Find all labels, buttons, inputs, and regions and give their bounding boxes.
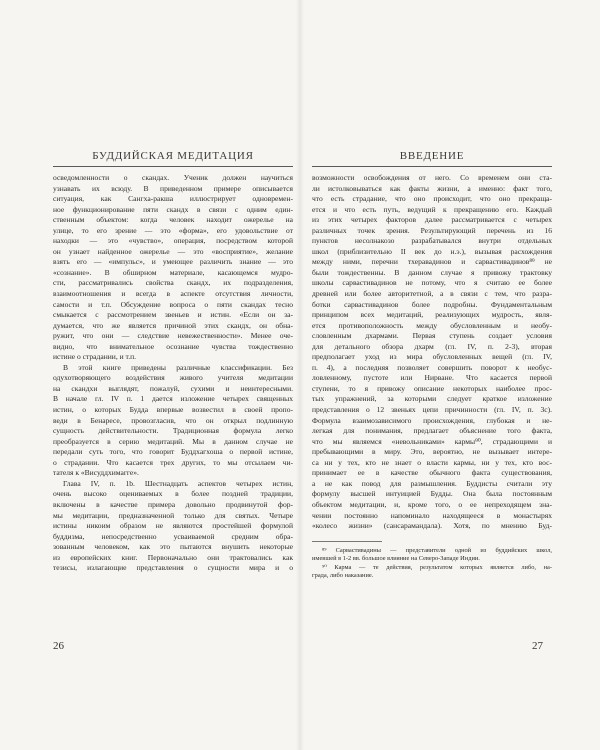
- text-line: ли истолковываться как факты жизни, а именно: факт того,: [312, 183, 552, 193]
- text-line: а не как повод для размышления. Буддисты считали эту: [312, 478, 552, 488]
- text-line: принципом всех медитаций, реализующих мудрость, явля-: [312, 310, 552, 320]
- text-line: узнавать их всюду. В приведенном примере описывается: [53, 183, 293, 193]
- text-line: предполагает уход из мира обусловленных вещей (гл. IV,: [312, 352, 552, 362]
- text-line: смыкается с рассмотрением звеньев и истин. «Если он за-: [53, 310, 293, 320]
- footnote-separator: [312, 541, 382, 542]
- text-line: взять его — «импульс», и умеющее различить знание — это: [53, 257, 293, 267]
- text-line: В этой книге приведены различные классификации. Без: [63, 362, 293, 372]
- text-line: ное функционирование пяти скандх в связи с одним един-: [53, 204, 293, 214]
- text-line: сти, рассматривались свойства скандх, их подразделения,: [53, 278, 293, 288]
- text-line: находки — это «чувство», операция, посредством которой: [53, 236, 293, 246]
- text-line: из этих четырех факторов далее рассматривается с четырех: [312, 215, 552, 225]
- text-line: формулу высшей интуицией Будды. Она была постоянным: [312, 489, 552, 499]
- text-line: школы сарвастивадинов не потому, что я считаю ее более: [312, 278, 552, 288]
- text-line: были тождественны. В данном случае я привожу трактовку: [312, 267, 552, 277]
- text-line: зованным человеком, как это пытаются внушить некоторые: [53, 542, 293, 552]
- text-line: между ними, перечни тхеравадинов и сарвастивадинов⁸⁹ не: [312, 257, 552, 267]
- text-line: представления о 12 звеньях цепи причинности (гл. IV, п. 3с).: [312, 405, 552, 415]
- book-gutter: [296, 0, 304, 750]
- text-line: взаимоотношения и всегда в аспекте отсутствия личности,: [53, 289, 293, 299]
- text-line: для детального обзора дхарм (гл. IV, п. 2-3), вторая: [312, 341, 552, 351]
- text-line: видно, что внимательное осознание чувства тождественно: [53, 341, 293, 351]
- text-line: буддизма, непосредственно усваиваемой средним обра-: [53, 531, 293, 541]
- text-line: он узнает найденное ожерелье — это «восприятие», желание: [53, 246, 293, 256]
- text-line: чении постоянно напоминало находящееся в монастырях: [312, 510, 552, 520]
- text-line: школ (приблизительно II век до н.э.), вызывая расхождения: [312, 246, 552, 256]
- footnotes: [312, 547, 552, 581]
- text-line: ется противоположность между обусловленным и необу-: [312, 320, 552, 330]
- text-line: «колесо жизни» (сансарамандала). Хотя, по мнению Буд-: [312, 521, 552, 531]
- text-line: самости и т.п. Обсуждение вопроса о пяти скандах тесно: [53, 299, 293, 309]
- text-line: ступени, то я привожу описание некоторых наиболее прос-: [312, 383, 552, 393]
- text-line: мы медитации, предназначенной только для святых. Четыре: [53, 510, 293, 520]
- text-line: словленным дхармами. Первая ступень создает условия: [312, 331, 552, 341]
- text-line: что мы являемся «невольниками» кармы⁹⁰, страдающими и: [312, 436, 552, 446]
- text-line: ственным объектом: когда человек находит ожерелье на: [53, 215, 293, 225]
- text-line: пребывающими в миру. Это, вероятно, не вызывает интере-: [312, 447, 552, 457]
- text-line: истины никоим образом не являются простейшей формулой: [53, 521, 293, 531]
- text-line: сущность действительности. Традиционная формула легко: [53, 426, 293, 436]
- text-line: передали суть того, что говорит Буддхагхоша о первой истине,: [53, 447, 293, 457]
- text-line: ловленному, пустоте или Нирване. Что касается первой: [312, 373, 552, 383]
- text-line: возможности освобождения от него. Со временем они ста-: [312, 173, 552, 182]
- footnote-line: града, либо наказание.: [312, 572, 374, 580]
- text-line: легкая для понимания, предлагает объяснение того факта,: [312, 426, 552, 436]
- left-page-number: 26: [53, 640, 64, 652]
- text-line: объектом медитации, и, кроме того, о ее непреходящем зна-: [312, 499, 552, 509]
- text-line: са ни у тех, кто не знает о власти кармы, ни у тех, кто вос-: [312, 457, 552, 467]
- text-line: В начале гл. IV п. 1 дается изложение четырех священных: [53, 394, 293, 404]
- text-line: тезисы, излагающие представления о сущности мира и о: [53, 563, 293, 573]
- text-line: ситуация, как Сангха-ракшa иллюстрирует одновремен-: [53, 194, 293, 204]
- right-page-number: 27: [532, 640, 543, 652]
- text-line: Формула взаимозависимого происхождения, глубокая и не-: [312, 415, 552, 425]
- left-page-body: [53, 173, 293, 574]
- text-line: истин, о которых Будда впервые возвестил в своей пропо-: [53, 405, 293, 415]
- right-page: [312, 150, 552, 581]
- text-line: ется и что есть путь, ведущий к прекращению его. Каждый: [312, 204, 552, 214]
- text-line: ружит, что они — следствие невежественности». Менее оче-: [53, 331, 293, 341]
- text-line: тателя к «Висуддхимагге».: [53, 468, 139, 478]
- footnote-line: ⁹⁰ Карма — те действия, результатом которых является либо, на-: [322, 563, 552, 571]
- left-page: [53, 150, 293, 574]
- text-line: пунктов несолнакозо разрабатывался внутри отдельных: [312, 236, 552, 246]
- text-line: думается, что же является причиной этих скандх, он обна-: [53, 320, 293, 330]
- text-line: истине о страдании, и т.п.: [53, 352, 137, 362]
- text-line: различных точек зрения. Результирующий перечень из 16: [312, 225, 552, 235]
- footnote-line: ⁸⁹ Сарвастивадины — представители одной из буддийских школ,: [322, 546, 552, 554]
- text-line: веди в Бенаресе, провозгласив, что он открыл подлинную: [53, 415, 293, 425]
- right-page-body: [312, 173, 552, 532]
- text-line: Глава IV, п. 1b. Шестнадцать аспектов четырех истин,: [63, 478, 293, 488]
- text-line: п. 4), а последняя позволяет совершить поворот к необус-: [312, 362, 552, 372]
- text-line: на скандхи выглядят, пожалуй, сухими и неинтересными.: [53, 383, 293, 393]
- text-line: тых упражнений, за которыми следует краткое изложение: [312, 394, 552, 404]
- text-line: принимает ее в качестве обычного факта существования,: [312, 468, 552, 478]
- text-line: ботки сарвастивадинов более подробны. Фундаментальным: [312, 299, 552, 309]
- text-line: древней или более авторитетной, а в связи с тем, что разра-: [312, 289, 552, 299]
- text-line: о страдании. Что касается трех других, то мы отсылаем чи-: [53, 457, 293, 467]
- text-line: что есть страдание, что оно происходит, что оно прекраща-: [312, 194, 552, 204]
- footnote-line: имевшей в 1-2 вв. большое влияние на Северо-Западе Индии.: [312, 555, 480, 563]
- right-page-header: ВВЕДЕНИЕ: [312, 150, 552, 167]
- text-line: из европейских книг. Первоначально они трактовались как: [53, 552, 293, 562]
- text-line: преобразуется в серию медитаций. Мы в данном случае не: [53, 436, 293, 446]
- text-line: одухотворяющего воздействия живого учителя медитации: [53, 373, 293, 383]
- left-page-header: БУДДИЙСКАЯ МЕДИТАЦИЯ: [53, 150, 293, 167]
- text-line: осведомленности о скандах. Ученик должен научиться: [53, 173, 293, 182]
- text-line: улице, то его зрение — это «форма», его удовольствие от: [53, 225, 293, 235]
- text-line: «сознание». В обширном материале, касающемся мудро-: [53, 267, 293, 277]
- text-line: очень высоко оцениваемых в более поздней традиции,: [53, 489, 293, 499]
- text-line: включены в качестве примера довольно продвинутой фор-: [53, 499, 293, 509]
